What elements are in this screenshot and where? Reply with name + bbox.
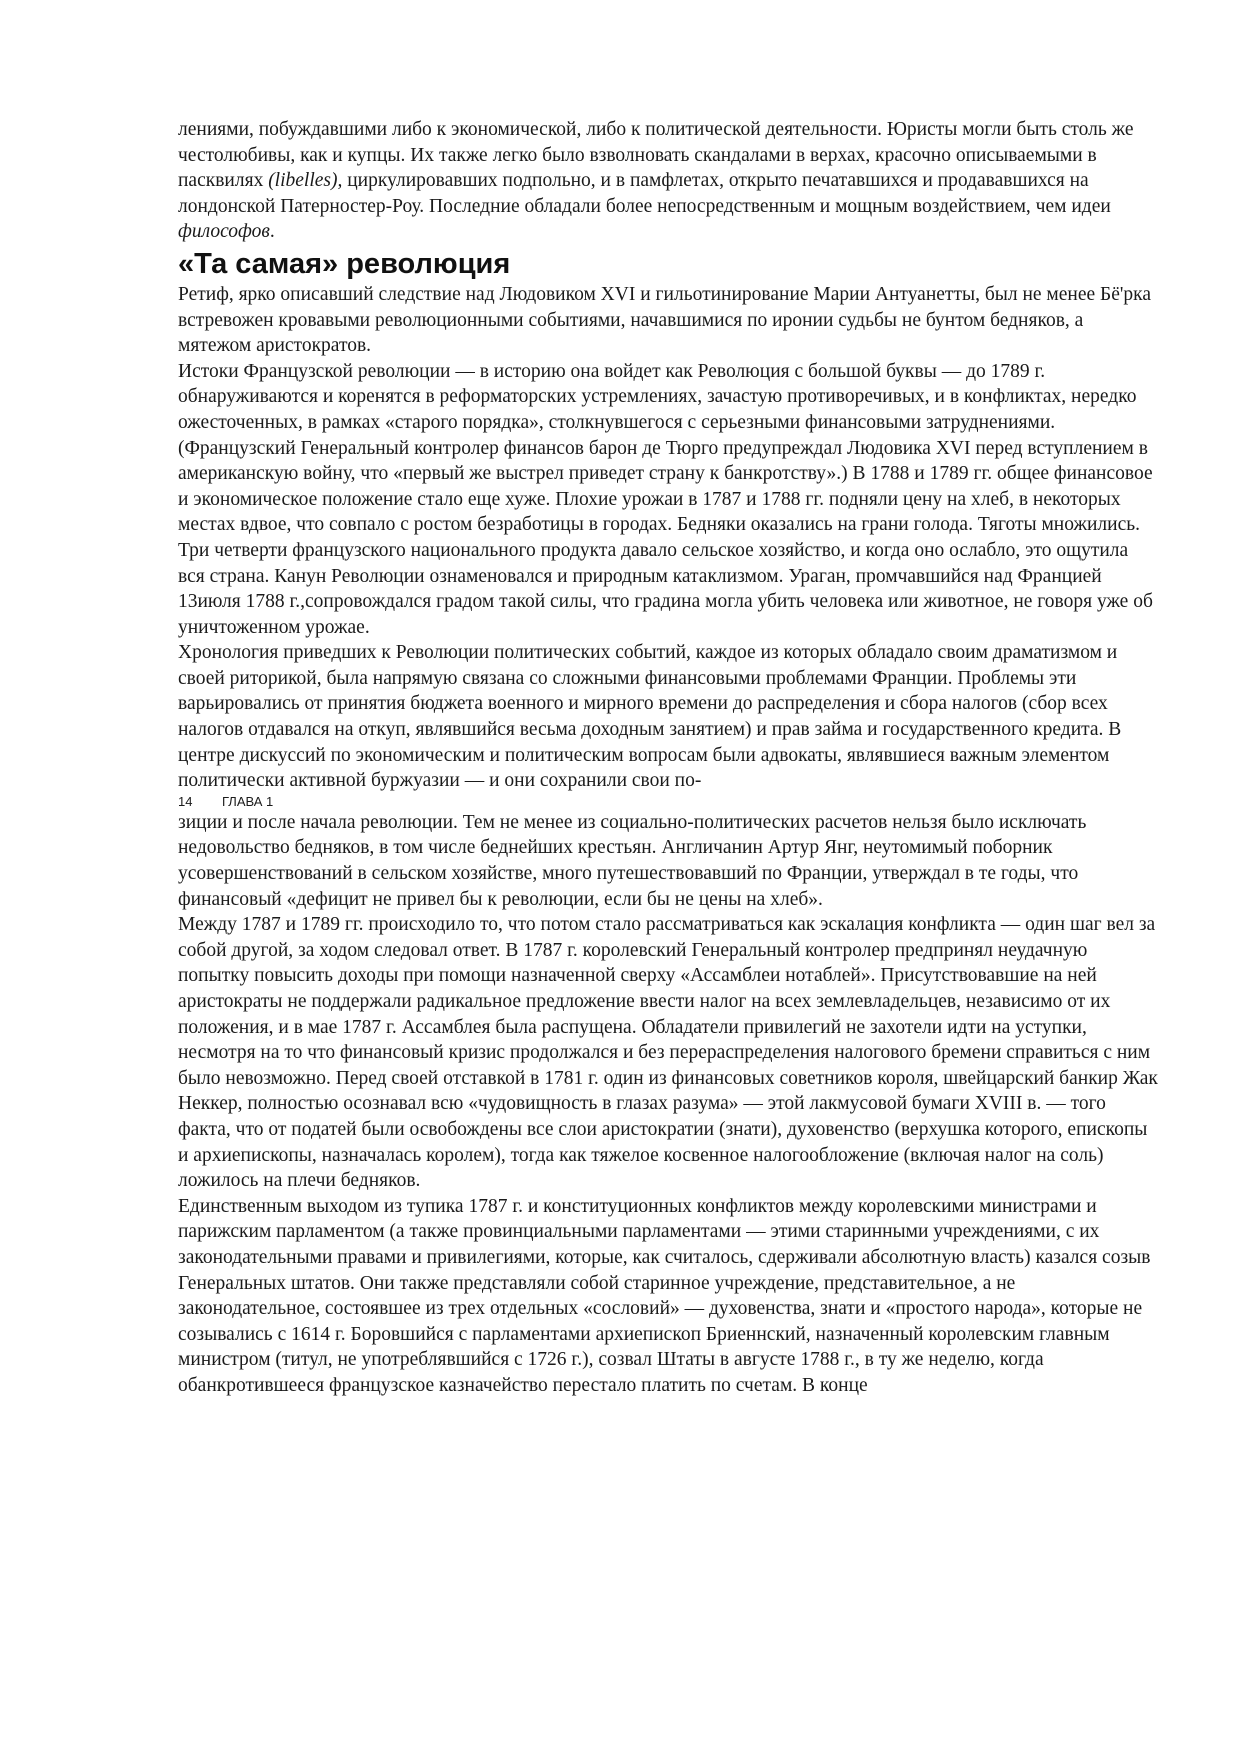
libelles-term: (libelles), [268, 170, 343, 192]
page-number: 14 [178, 793, 193, 809]
intro-text-start: лениями, побуждавшими либо к экономической, либо к политической деятельности. Юристы могли быть столь же честолюбивы, как и купцы. Их также легко было взволновать скандалами в верхах, красочно описываемыми в пасквилях [178, 119, 1134, 192]
paragraph-origins: Истоки Французской революции — в историю она войдет как Революция с большой буквы — до 1789 г. обнаруживаются и коренятся в реформаторских устремлениях, зачастую противоречивых, и в конфликтах, нередко ожесточенных, в рамках «старого порядка», столкнувшегося с серьезными финансовыми затруднениями. (Французский Генеральный контролер финансов барон де Тюрго предупреждал Людовика XVI перед вступлением в американскую войну, что «первый же выстрел приведет страну к банкротству».) В 1788 и 1789 гг. общее финансовое и экономическое положение стало еще хуже. Плохие урожаи в 1787 и 1788 гг. подняли цену на хлеб, в некоторых местах вдвое, что совпало с ростом безработицы в городах. Бедняки оказались на грани голода. Тяготы множились. Три четверти французского национального продукта давало сельское хозяйство, и когда оно ослабло, это ощутила вся страна. Канун Революции ознаменовался и природным катаклизмом. Ураган, промчавшийся над Францией 13июля 1788 г.,сопровождался градом такой силы, что градина могла убить человека или животное, не говоря уже об уничтоженном урожае. [178, 360, 1153, 638]
philosophes-term: философов [178, 221, 270, 243]
document-page [178, 117, 1158, 1399]
paragraph-estates-general: Единственным выходом из тупика 1787 г. и конституционных конфликтов между королевскими министрами и парижским парламентом (а также провинциальными парламентами — этими старинными учреждениями, с их законодательными правами и привилегиями, которые, как считалось, сдерживали абсолютную власть) казался созыв Генеральных штатов. Они также представляли собой старинное учреждение, представительное, а не законодательное, состоявшее из трех отдельных «сословий» — духовенства, знати и «простого народа», которые не созывались с 1614 г. Боровшийся с парламентами архиепископ Бриеннский, назначенный королевским главным министром (титул, не употреблявшийся с 1726 г.), созвал Штаты в августе 1788 г., в ту же неделю, когда обанкротившееся французское казначейство перестало платить по счетам. В конце [178, 1195, 1151, 1396]
intro-text-middle: циркулировавших подпольно, и в памфлетах, открыто печатавшихся и продававшихся на лондонской Патерностер-Роу. Последние обладали более непосредственным и мощным воздействием, чем идеи [178, 170, 1111, 217]
chapter-label: ГЛАВА 1 [222, 793, 274, 809]
intro-paragraph [178, 117, 1158, 245]
running-footer [178, 794, 1158, 810]
section-heading: «Та самая» революция [178, 247, 511, 280]
intro-text-end: . [269, 221, 275, 243]
paragraph-escalation: Между 1787 и 1789 гг. происходило то, что потом стало рассматриваться как эскалация конфликта — один шаг вел за собой другой, за ходом следовал ответ. В 1787 г. королевский Генеральный контролер предпринял неудачную попытку повысить доходы при помощи назначенной сверху «Ассамблеи нотаблей». Присутствовавшие на ней аристократы не поддержали радикальное предложение ввести налог на всех землевладельцев, независимо от их положения, и в мае 1787 г. Ассамблея была распущена. Обладатели привилегий не захотели идти на уступки, несмотря на то что финансовый кризис продолжался и без перераспределения налогового бремени справиться с ним было невозможно. Перед своей отставкой в 1781 г. один из финансовых советников короля, швейцарский банкир Жак Неккер, полностью осознавал всю «чудовищность в глазах разума» — этой лакмусовой бумаги XVIII в. — того факта, что от податей были освобождены все слои аристократии (знати), духовенство (верхушка которого, епископы и архиепископы, назначалась королем), тогда как тяжелое косвенное налогообложение (включая налог на соль) ложилось на плечи бедняков. [178, 914, 1158, 1192]
paragraph-positions: зиции и после начала революции. Тем не менее из социально-политических расчетов нельзя было исключать недовольство бедняков, в том числе беднейших крестьян. Англичанин Артур Янг, неутомимый поборник усовершенствований в сельском хозяйстве, много путешествовавший по Франции, утверждал в те годы, что финансовый «дефицит не привел бы к революции, если бы не цены на хлеб». [178, 811, 1087, 910]
paragraph-chronology: Хронология приведших к Революции политических событий, каждое из которых обладало своим драматизмом и своей риторикой, была напрямую связана со сложными финансовыми проблемами Франции. Проблемы эти варьировались от принятия бюджета военного и мирного времени до распределения и сбора налогов (сбор всех налогов отдавался на откуп, являвшийся весьма доходным занятием) и прав займа и государственного кредита. В центре дискуссий по экономическим и политическим вопросам были адвокаты, являвшиеся важным элементом политически активной буржуазии — и они сохранили свои по- [178, 642, 1122, 792]
paragraph-retif: Ретиф, ярко описавший следствие над Людовиком XVI и гильотинирование Марии Антуанетты, был не менее Бё'рка встревожен кровавыми революционными событиями, начавшимися по иронии судьбы не бунтом бедняков, а мятежом аристократов. [178, 283, 1151, 357]
